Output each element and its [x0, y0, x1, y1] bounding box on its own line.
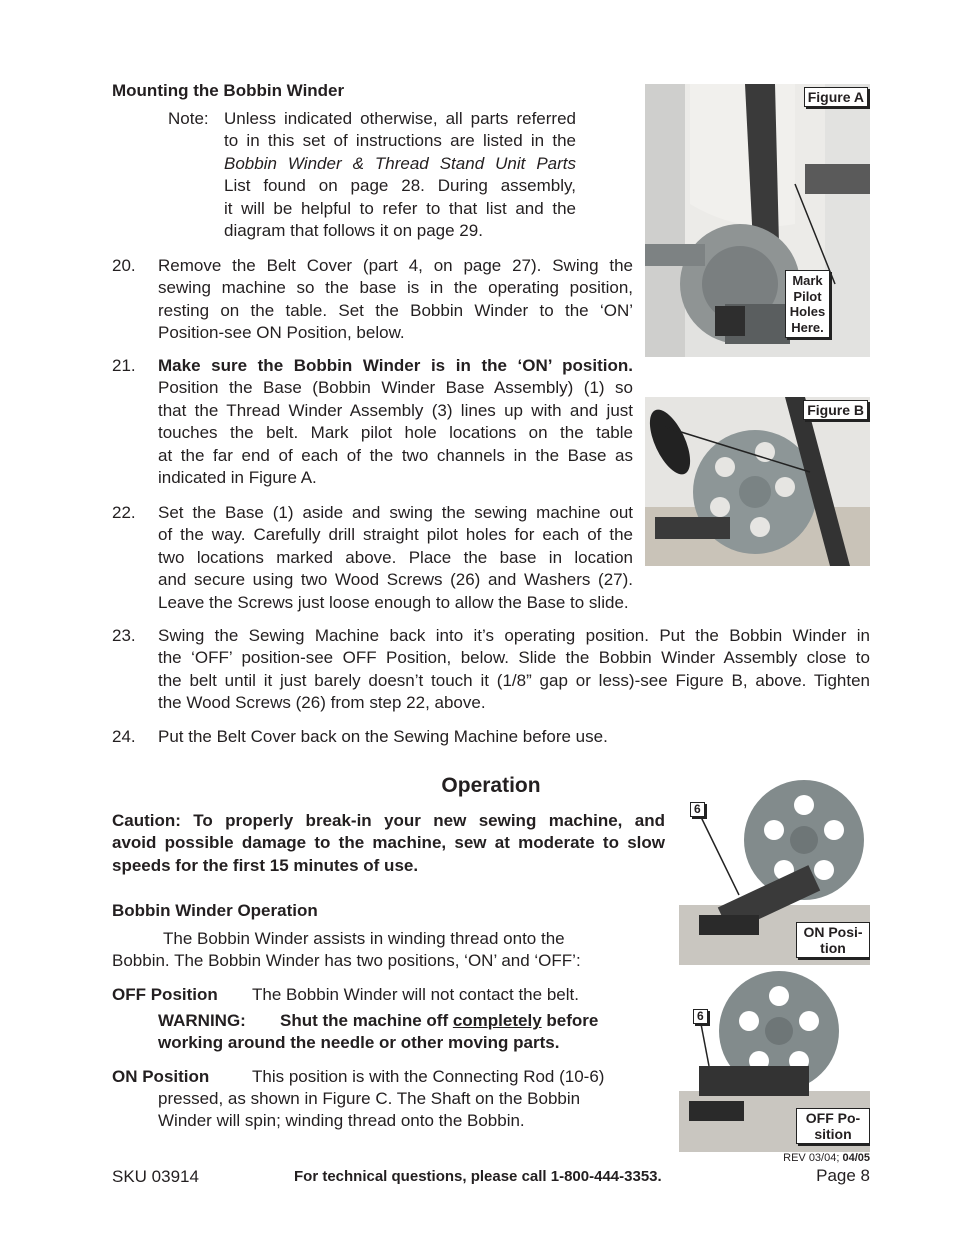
step-24-text: Put the Belt Cover back on the Sewing Machine before use. [158, 727, 608, 746]
figure-a-callout [785, 270, 830, 338]
step-line: that the Thread Winder Assembly (3) lines up with and just [158, 400, 633, 420]
step-line: Leave the Screws just loose enough to allow the Base to slide. [158, 592, 629, 612]
off-position-text: The Bobbin Winder will not contact the belt. [252, 985, 579, 1004]
warning-text [280, 1010, 598, 1032]
section-heading-mounting: Mounting the Bobbin Winder [112, 81, 345, 100]
revision-prefix: REV 03/04; [783, 1152, 843, 1164]
step-number: 22. [112, 503, 136, 522]
note-line: Unless indicated otherwise, all parts referred [224, 109, 576, 128]
callout-line: Pilot [793, 288, 822, 304]
step-line: Remove the Belt Cover (part 4, on page 27). Swing the [158, 256, 633, 275]
off-position-label: OFF Position [112, 985, 218, 1004]
figure-a-label: Figure A [804, 87, 868, 107]
step-line: at the far end of each of the two channels in the Base as [158, 445, 633, 465]
figure-b-illustration [645, 397, 870, 566]
on-position-text: This position is with the Connecting Rod (10-6) [252, 1067, 605, 1086]
figure-off-position-photo [679, 966, 870, 1152]
label-line: sition [814, 1126, 852, 1142]
revision-date: 04/05 [842, 1152, 870, 1164]
step-line: Position the Base (Bobbin Winder Base Assembly) (1) so [158, 378, 633, 398]
caution-text [112, 810, 665, 877]
step-23-text [158, 625, 870, 715]
note-label: Note: [168, 109, 209, 128]
step-line: the Wood Screws (26) from step 22, above. [158, 693, 486, 713]
warning-text-line2: working around the needle or other moving parts. [158, 1033, 560, 1052]
figure-a-illustration [645, 84, 870, 357]
label-line: OFF Po- [805, 1110, 861, 1126]
figure-off-position-label [796, 1108, 870, 1144]
warning-label: WARNING: [158, 1011, 246, 1030]
bobbin-winder-heading: Bobbin Winder Operation [112, 901, 318, 920]
step-number: 20. [112, 256, 136, 275]
caution-line: Caution: To properly break-in your new sewing machine, and [112, 811, 665, 830]
figure-a-photo [645, 84, 870, 357]
intro-line: Bobbin. The Bobbin Winder has two positions, ‘ON’ and ‘OFF’: [112, 951, 581, 970]
step-line: Make sure the Bobbin Winder is in the ‘ON’ position. [158, 356, 633, 375]
on-position-text-line2: pressed, as shown in Figure C. The Shaft on the Bobbin [158, 1089, 581, 1108]
note-line: diagram that follows it on page 29. [224, 221, 483, 241]
operation-heading: Operation [441, 774, 541, 797]
label-line: tion [820, 940, 846, 956]
note-line: it will be helpful to refer to that list and the [224, 198, 576, 218]
label-line: ON Posi- [803, 924, 863, 940]
step-21-text [158, 355, 633, 489]
step-line: indicated in Figure A. [158, 468, 317, 488]
step-22-text [158, 502, 678, 614]
intro-line: The Bobbin Winder assists in winding thread onto the [163, 929, 565, 948]
revision-note [783, 1152, 870, 1165]
figure-b-label: Figure B [803, 400, 868, 420]
caution-line: avoid possible damage to the machine, sew at moderate to slow [112, 833, 665, 853]
warning-text-pre: Shut the machine off [280, 1011, 453, 1030]
figure-off-part-number: 6 [693, 1009, 708, 1024]
step-number: 24. [112, 727, 136, 746]
note-text [224, 108, 576, 242]
step-line: Position-see ON Position, below. [158, 323, 405, 343]
step-20-text [158, 255, 633, 345]
figure-on-position-label [796, 922, 870, 958]
callout-line: Holes [789, 304, 826, 319]
warning-text-post: before [541, 1011, 599, 1030]
step-line: Set the Base (1) aside and swing the sewing machine out [158, 503, 633, 522]
on-position-label: ON Position [112, 1067, 210, 1086]
warning-text-underlined: completely [452, 1011, 542, 1030]
sku: SKU 03914 [112, 1167, 199, 1186]
figure-on-part-number: 6 [690, 802, 705, 817]
step-line: the belt until it just barely doesn’t touch it (1/8” gap or less)-see Figure B, above. Tighten [158, 670, 870, 690]
figure-on-position-photo [679, 775, 870, 965]
note-line: List found on page 28. During assembly, [224, 176, 576, 196]
note-line: to in this set of instructions are listed in the [224, 131, 576, 151]
caution-line: speeds for the first 15 minutes of use. [112, 855, 419, 875]
callout-line: Mark [792, 273, 823, 288]
step-line: of the way. Carefully drill straight pilot holes for each of the [158, 525, 633, 545]
step-line: resting on the table. Set the Bobbin Winder to the ‘ON’ [158, 300, 633, 320]
page-number: Page 8 [816, 1166, 870, 1185]
step-line: the ‘OFF’ position-see OFF Position, below. Slide the Bobbin Winder Assembly close to [158, 648, 870, 668]
note-line: Bobbin Winder & Thread Stand Unit Parts [224, 153, 576, 173]
step-line: sewing machine so the base is in the operating position, [158, 278, 633, 298]
step-number: 23. [112, 626, 136, 645]
step-line: Swing the Sewing Machine back into it’s operating position. Put the Bobbin Winder in [158, 626, 870, 645]
step-line: two locations marked above. Place the base in location [158, 547, 633, 567]
callout-line: Here. [791, 319, 824, 335]
on-position-text-line3: Winder will spin; winding thread onto the Bobbin. [158, 1111, 525, 1130]
step-number: 21. [112, 356, 136, 375]
figure-b-photo [645, 397, 870, 566]
step-line: touches the belt. Mark pilot hole locations on the table [158, 423, 633, 443]
tech-support-line: For technical questions, please call 1-800-444-3353. [294, 1168, 662, 1185]
step-line: and secure using two Wood Screws (26) and Washers (27). [158, 570, 633, 590]
